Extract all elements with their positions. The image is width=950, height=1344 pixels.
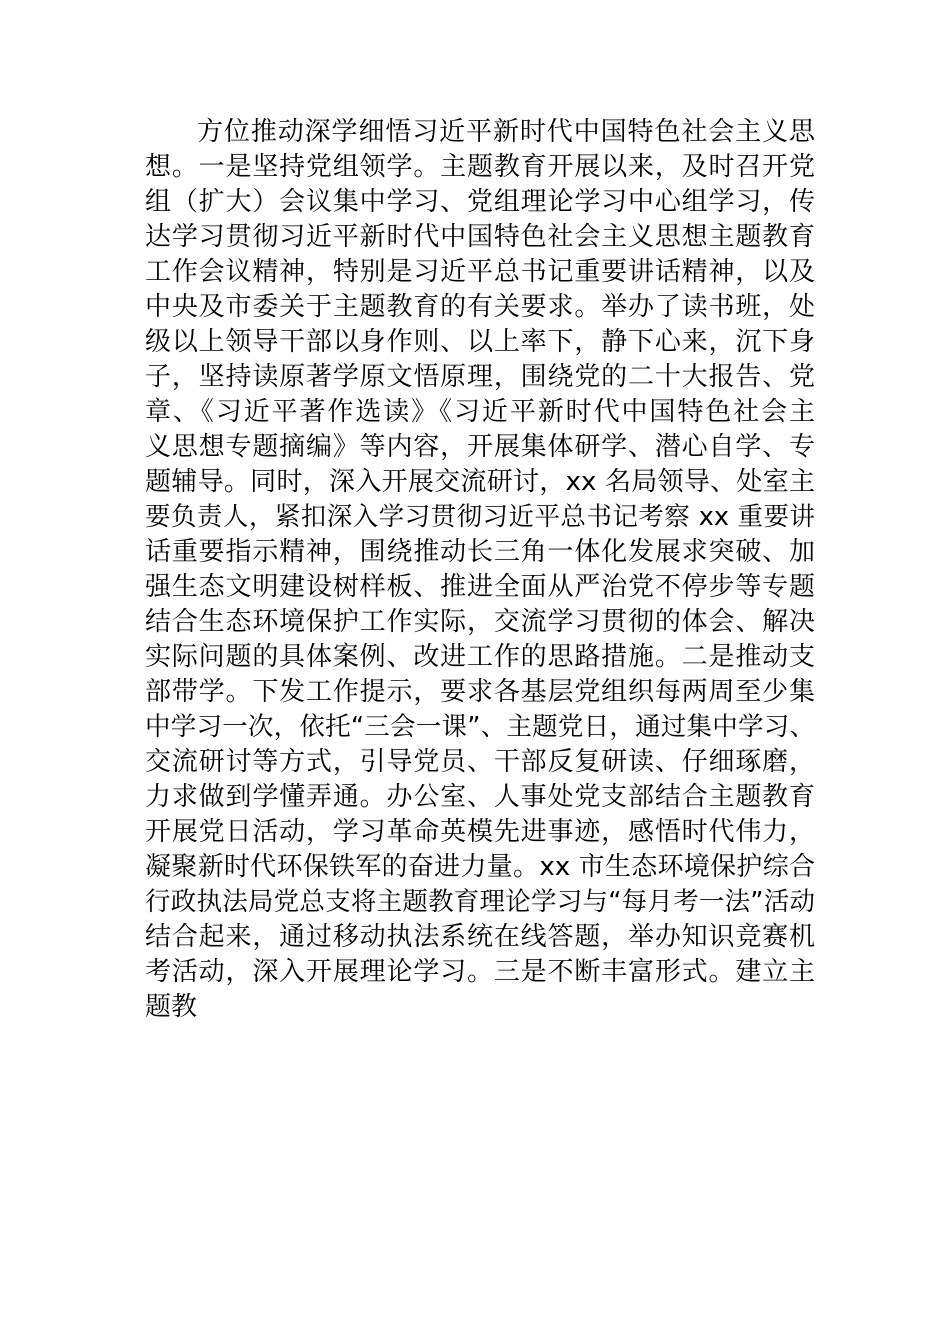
paragraph-line: 工作会议精神，特别是习近平总书记重要讲话精神，以及 [145,257,815,287]
paragraph-line: 凝聚新时代环保铁军的奋进力量。xx 市生态环境保护综合 [145,852,815,882]
paragraph-line: 行政执法局党总支将主题教育理论学习与“每月考一法”活动 [145,887,815,917]
paragraph-line: 级以上领导干部以身作则、以上率下，静下心来，沉下身 [145,327,815,357]
paragraph-line: 强生态文明建设树样板、推进全面从严治党不停步等专题 [145,572,815,602]
paragraph-line: 部带学。下发工作提示，要求各基层党组织每两周至少集 [145,677,815,707]
paragraph-line: 交流研讨等方式，引导党员、干部反复研读、仔细琢磨， [145,747,815,777]
body-paragraph [145,115,815,1025]
paragraph-line: 要负责人，紧扣深入学习贯彻习近平总书记考察 xx 重要讲 [145,502,815,532]
paragraph-line: 结合起来，通过移动执法系统在线答题，举办知识竞赛机 [145,922,815,952]
paragraph-line: 方位推动深学细悟习近平新时代中国特色社会主义思 [197,117,815,147]
paragraph-line: 章、《习近平著作选读》《习近平新时代中国特色社会主 [145,397,815,427]
paragraph-line: 结合生态环境保护工作实际，交流学习贯彻的体会、解决 [145,607,815,637]
paragraph-line: 子，坚持读原著学原文悟原理，围绕党的二十大报告、党 [145,362,815,392]
paragraph-line: 义思想专题摘编》等内容，开展集体研学、潜心自学、专 [145,432,815,462]
paragraph-line: 组（扩大）会议集中学习、党组理论学习中心组学习，传 [145,187,815,217]
paragraph-line: 力求做到学懂弄通。办公室、人事处党支部结合主题教育 [145,782,815,812]
paragraph-line: 开展党日活动，学习革命英模先进事迹，感悟时代伟力， [145,817,815,847]
paragraph-line: 题辅导。同时，深入开展交流研讨，xx 名局领导、处室主 [145,467,815,497]
paragraph-line: 中学习一次，依托“三会一课”、主题党日，通过集中学习、 [145,712,815,742]
paragraph-line: 实际问题的具体案例、改进工作的思路措施。二是推动支 [145,642,815,672]
paragraph-line: 话重要指示精神，围绕推动长三角一体化发展求突破、加 [145,537,815,567]
paragraph-line: 中央及市委关于主题教育的有关要求。举办了读书班，处 [145,292,815,322]
paragraph-line: 考活动，深入开展理论学习。三是不断丰富形式。建立主 [145,957,815,987]
paragraph-line: 题教 [145,992,198,1022]
paragraph-line: 想。一是坚持党组领学。主题教育开展以来，及时召开党 [145,152,815,182]
paragraph-line: 达学习贯彻习近平新时代中国特色社会主义思想主题教育 [145,222,815,252]
